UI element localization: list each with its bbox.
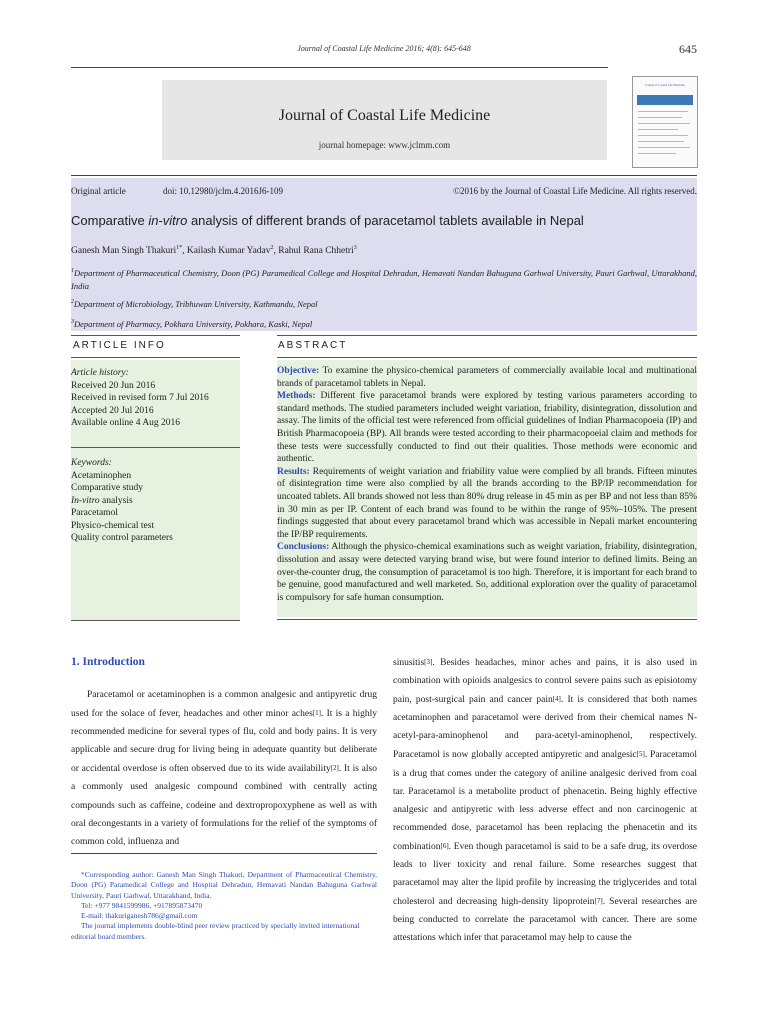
conclusions-text: Although the physico-chemical examinations such as weight variation, friability, disintegration, dissolution and assay were detected varying brand wise, but were found interior to defined limits. Being an over-the-counter drug, the consumption of paracetamol is too high. Therefore, it is important for each brand to be genuine, good manufactured and well marketed. So, additional exploration over the quality of paracetamol is compulsory for safe human consumption. [277, 542, 697, 603]
history-item: Received 20 Jun 2016 [71, 380, 156, 391]
journal-title: Journal of Coastal Life Medicine [278, 107, 491, 124]
article-doi[interactable]: doi: 10.12980/jclm.4.2016J6-109 [163, 186, 283, 196]
article-title [71, 213, 697, 228]
article-copyright: ©2016 by the Journal of Coastal Life Medicine. All rights reserved. [453, 186, 697, 196]
author-affil-mark: 2 [270, 245, 274, 251]
results-label: Results: [277, 466, 310, 477]
history-item: Accepted 20 Jul 2016 [71, 405, 154, 416]
title-part: analysis of different brands of paracetamol tablets available in Nepal [187, 213, 584, 228]
keyword: Comparative study [71, 483, 144, 493]
intro-text: . Even though paracetamol is said to be a safe drug, its overdose leads to liver toxicity and renal failure. Some researches suggest that paracetamol may alter the lipid profile by increasing the triglycerides and total cholesterol and decreasing high-density lipoprotein [393, 841, 697, 908]
footnote [71, 870, 377, 942]
cover-line [638, 117, 682, 118]
title-italic: in-vitro [148, 213, 188, 228]
intro-text: . It is considered that both names acetaminophen and paracetamol were derived from their chemical names N-acetyl-para-aminophenol and para-acetyl-aminophenol, respectively. Paracetamol is now globally accepted antipyretic and analgesic [393, 695, 697, 761]
keyword: Paracetamol [71, 508, 118, 518]
intro-text: . Besides headaches, minor aches and pains, it is also used in combination with opioids analgesics to control severe pains such as episiotomy pain, post-surgical pain and cancer pain [393, 658, 697, 706]
cover-line [638, 111, 688, 112]
affiliation [71, 296, 697, 311]
intro-right-column [393, 653, 697, 948]
author-affil-mark: 3 [353, 245, 357, 251]
footnote-rule [71, 853, 377, 854]
cover-band [637, 95, 693, 105]
author-list [71, 245, 697, 256]
intro-text: . It is a highly recommended medicine for several types of flu, cold and body pains. It is very applicable and secure drug for living being in adequate quantity but deliberate or accidental overdose is often observed due to its wide availability [71, 709, 377, 775]
intro-text: . It is also a commonly used analgesic compound combined with centrally acting compounds such as caffeine, codeine and dextropropoxyphene as well as with oral decongestants in a variety of formulations for the relief of the symptoms of common cold, influenza and [71, 764, 377, 847]
footnote-email[interactable]: E-mail: thakuriganesh786@gmail.com [81, 911, 198, 921]
affil-mark: 1 [71, 268, 74, 274]
citation[interactable]: [1] [312, 709, 321, 718]
section-heading-introduction: 1. Introduction [71, 656, 145, 668]
intro-text: . Paracetamol is a drug that comes under the category of aniline analgesic derived from coal tar. Paracetamol is a metabolite product of phenacetin. Being highly effective analgesic and antipyretic with less adverse effect and non carcinogenic at recommended dose, paracetamol has been replacing the phenacetin and its combination [393, 750, 698, 852]
info-rule-bottom [71, 357, 240, 358]
intro-left-column [71, 686, 377, 851]
citation[interactable]: [5] [636, 750, 645, 759]
article-type: Original article [71, 186, 126, 196]
abstract-objective [277, 365, 697, 390]
affil-mark: 2 [71, 299, 74, 305]
conclusions-label: Conclusions: [277, 542, 330, 553]
citation[interactable]: [3] [424, 658, 433, 666]
abstract-results [277, 466, 697, 542]
footnote-review: The journal implements double-blind peer review practiced by specially invited international editorial board members. [71, 921, 360, 941]
intro-text: sinusitis [393, 658, 425, 668]
intro-text: Paracetamol or acetaminophen is a common analgesic and antipyretic drug used for the solace of fever, headaches and other minor aches [71, 690, 377, 720]
affiliation [71, 265, 697, 293]
citation[interactable]: [7] [594, 897, 603, 906]
methods-label: Methods: [277, 391, 316, 402]
abstract-rule-top [277, 335, 697, 336]
citation[interactable]: [2] [330, 764, 339, 773]
author-affil-mark: 1* [176, 245, 183, 251]
keyword-rest: analysis [102, 495, 133, 506]
abstract-rule-bottom [277, 357, 697, 358]
author-name: , Rahul Rana Chhetri [273, 246, 354, 257]
journal-homepage[interactable]: journal homepage: www.jclmm.com [318, 140, 451, 150]
affil-text: Department of Microbiology, Tribhuwan University, Kathmandu, Nepal [74, 298, 318, 309]
header-rule [71, 67, 608, 68]
history-item: Available online 4 Aug 2016 [71, 418, 181, 428]
objective-text: To examine the physico-chemical parameters of commercially available local and multinational brands of paracetamol tablets in Nepal. [277, 366, 697, 389]
keyword: Acetaminophen [71, 470, 132, 481]
journal-cover-thumbnail [632, 76, 698, 168]
info-rule-top [71, 335, 240, 336]
affil-text: Department of Pharmacy, Pokhara University, Pokhara, Kaski, Nepal [74, 318, 313, 329]
methods-text: Different five paracetamol brands were explored by testing various parameters according to standard methods. The studied parameters included weight variation, friability, disintegration, dissolution and assay. The limits of the official test were referenced from official guidelines of Indian Pharmacopoeia (IP) and British Pharmacopoeia (BP). All brands were tested according to their pharmacopoeial claim and methods for these tests were successfully conducted to find out their qualities. Those methods were economic and authentic. [277, 391, 697, 465]
keyword-italic: In-vitro [71, 495, 100, 506]
history-label: Article history: [71, 368, 129, 378]
author-name: Ganesh Man Singh Thakuri [71, 246, 177, 257]
abstract-methods [277, 390, 697, 466]
citation[interactable]: [6] [440, 841, 449, 850]
abstract-rule-end [277, 619, 697, 620]
results-text: Requirements of weight variation and friability value were complied by all brands. Fifteen minutes of disintegration time were also complied by all the brands according to the BP/IP recommendation for uncoated tablets. All brands showed not less than 80% drug release in 45 min as per BP and not less than 85% in 30 min as per IP. Content of each brand was found to be within the range of 95%–105%. The present findings suggested that about every paracetamol brand which was accessible in Nepali market encountering the IP/BP requirements. [277, 466, 697, 540]
footnote-tel: Tel: +977 9841599986, +917895873470 [81, 900, 203, 910]
abstract-conclusions [277, 541, 697, 604]
info-divider [71, 447, 240, 448]
article-info-heading: ARTICLE INFO [73, 340, 166, 351]
cover-line [638, 141, 684, 142]
cover-line [638, 123, 690, 124]
intro-text: . Several researches are being conducted to correlate the paracetamol with cancer. There are some attestations which infer that paracetamol may help to cause the [393, 897, 697, 944]
corresponding-author: *Corresponding author: Ganesh Man Singh Thakuri, Department of Pharmaceutical Chemistry, Doon (PG) Paramedical College and Hospital Dehradun, Hemavati Nandan Bahuguna Garhwal University, Pauri Garhwal, Uttarakhand, India. [71, 870, 377, 900]
article-history [71, 367, 209, 430]
cover-title: Journal of Coastal Life Medicine [645, 83, 685, 87]
intro-paragraph [71, 686, 377, 851]
keywords-label: Keywords: [71, 458, 112, 468]
keywords [71, 457, 173, 545]
cover-line [638, 153, 676, 154]
affiliation [71, 316, 697, 331]
abstract-heading: ABSTRACT [278, 340, 348, 351]
cover-line [638, 147, 690, 148]
title-part: Comparative [71, 213, 149, 228]
affil-text: Department of Pharmaceutical Chemistry, Doon (PG) Paramedical College and Hospital Dehradun, Hemavati Nandan Bahuguna Garhwal University, Pauri Garhwal, Uttarakhand, India [71, 267, 697, 291]
keyword [71, 495, 173, 508]
objective-label: Objective: [277, 366, 320, 376]
abstract-body [277, 365, 697, 604]
keyword: Quality control parameters [71, 533, 173, 543]
keyword: Physico-chemical test [71, 520, 155, 531]
history-item: Received in revised form 7 Jul 2016 [71, 393, 209, 403]
citation[interactable]: [4] [552, 695, 561, 704]
cover-line [638, 129, 678, 130]
affil-mark: 3 [71, 319, 74, 325]
info-rule-end [71, 620, 240, 621]
intro-paragraph [393, 653, 697, 948]
banner-rule [71, 175, 697, 176]
cover-line [638, 135, 688, 136]
author-name: , Kailash Kumar Yadav [182, 246, 271, 257]
running-head: Journal of Coastal Life Medicine 2016; 4(8): 645-648 [297, 44, 471, 53]
page-number: 645 [679, 42, 697, 56]
